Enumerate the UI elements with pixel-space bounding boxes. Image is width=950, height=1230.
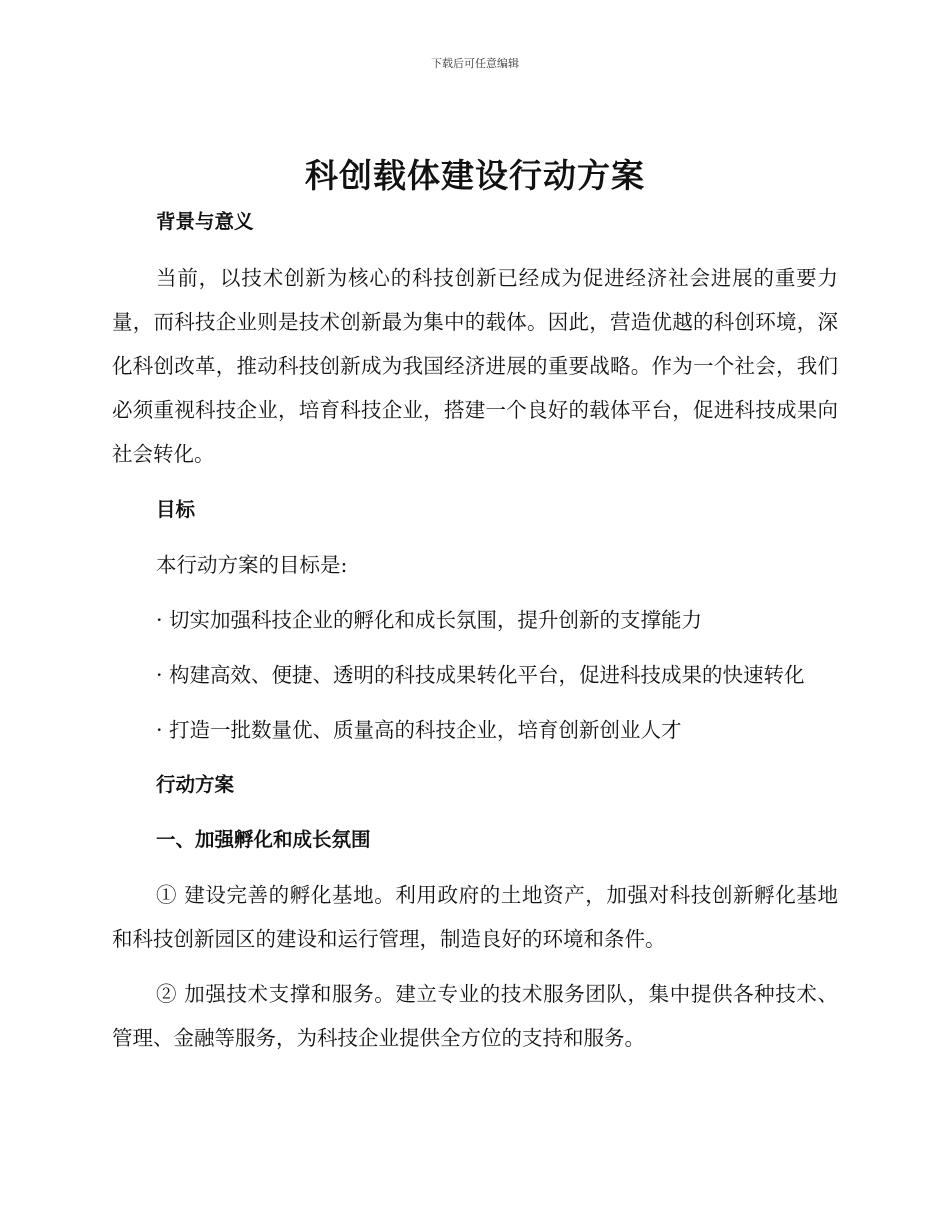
goal-item: · 打造一批数量优、质量高的科技企业，培育创新创业人才	[156, 718, 682, 742]
document-title: 科创载体建设行动方案	[305, 156, 645, 195]
goal-item: · 切实加强科技企业的孵化和成长氛围，提升创新的支撑能力	[156, 608, 703, 632]
section-heading-action: 行动方案	[156, 773, 235, 796]
header-note: 下载后可任意编辑	[431, 57, 519, 70]
section-heading-goal: 目标	[156, 498, 196, 521]
document-body	[112, 200, 838, 1060]
goal-intro: 本行动方案的目标是:	[156, 553, 348, 577]
goal-item: · 构建高效、便捷、透明的科技成果转化平台，促进科技成果的快速转化	[156, 663, 805, 687]
action-item: ② 加强技术支撑和服务。建立专业的技术服务团队，集中提供各种技术、管理、金融等服务，为科技企业提供全方位的支持和服务。	[112, 982, 838, 1050]
action-subheading: 一、加强孵化和成长氛围	[156, 828, 371, 851]
section-heading-background: 背景与意义	[156, 210, 254, 233]
background-paragraph: 当前，以技术创新为核心的科技创新已经成为促进经济社会进展的重要力量，而科技企业则是技术创新最为集中的载体。因此，营造优越的科创环境，深化科创改革，推动科技创新成为我国经济进展的重要战略。作为一个社会，我们必须重视科技企业，培育科技企业，搭建一个良好的载体平台，促进科技成果向社会转化。	[112, 266, 838, 466]
action-item: ① 建设完善的孵化基地。利用政府的土地资产，加强对科技创新孵化基地和科技创新园区的建设和运行管理，制造良好的环境和条件。	[112, 883, 838, 951]
